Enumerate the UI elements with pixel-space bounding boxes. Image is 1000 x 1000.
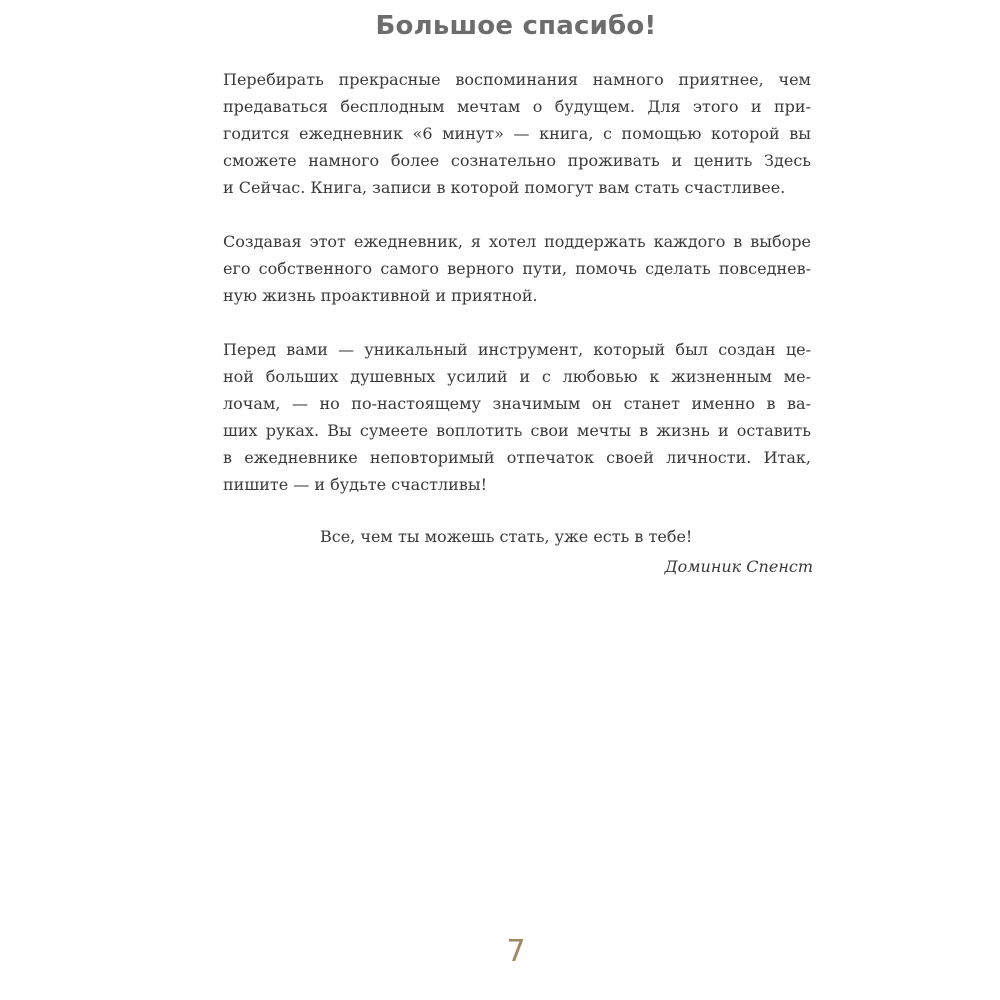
text-line: и Сейчас. Книга, записи в которой помогут вам стать счастливее. — [223, 178, 786, 197]
text-line: ной больших душевных усилий и с любовью к жизненным ме- — [223, 367, 811, 386]
text-line: пишите — и будьте счастливы! — [223, 475, 488, 494]
text-line: ших руках. Вы сумеете воплотить свои мечты в жизнь и оставить — [223, 421, 811, 440]
quote-author: Доминик Спенст — [664, 557, 813, 576]
text-line: Перед вами — уникальный инструмент, который был создан це- — [223, 340, 811, 359]
paragraph-2 — [223, 228, 811, 309]
text-line: предаваться бесплодным мечтам о будущем. Для этого и при- — [223, 97, 811, 116]
body-text — [223, 66, 811, 525]
text-line: годится ежедневник «6 минут» — книга, с помощью которой вы — [223, 124, 811, 143]
text-line: Создавая этот ежедневник, я хотел поддержать каждого в выборе — [223, 232, 811, 251]
text-line: Перебирать прекрасные воспоминания намного приятнее, чем — [223, 70, 811, 89]
paragraph-3 — [223, 336, 811, 498]
paragraph-1 — [223, 66, 811, 201]
text-line: ную жизнь проактивной и приятной. — [223, 286, 538, 305]
page-title: Большое спасибо! — [375, 11, 657, 41]
text-line: сможете намного более сознательно проживать и ценить Здесь — [223, 151, 811, 170]
text-line: в ежедневнике неповторимый отпечаток своей личности. Итак, — [223, 448, 811, 467]
quote-text: Все, чем ты можешь стать, уже есть в тебе! — [320, 527, 693, 546]
epigraph-quote — [223, 522, 813, 582]
text-line: его собственного самого верного пути, помочь сделать повседнев- — [223, 259, 811, 278]
page-number: 7 — [506, 934, 526, 969]
text-line: лочам, — но по-настоящему значимым он станет именно в ва- — [223, 394, 811, 413]
